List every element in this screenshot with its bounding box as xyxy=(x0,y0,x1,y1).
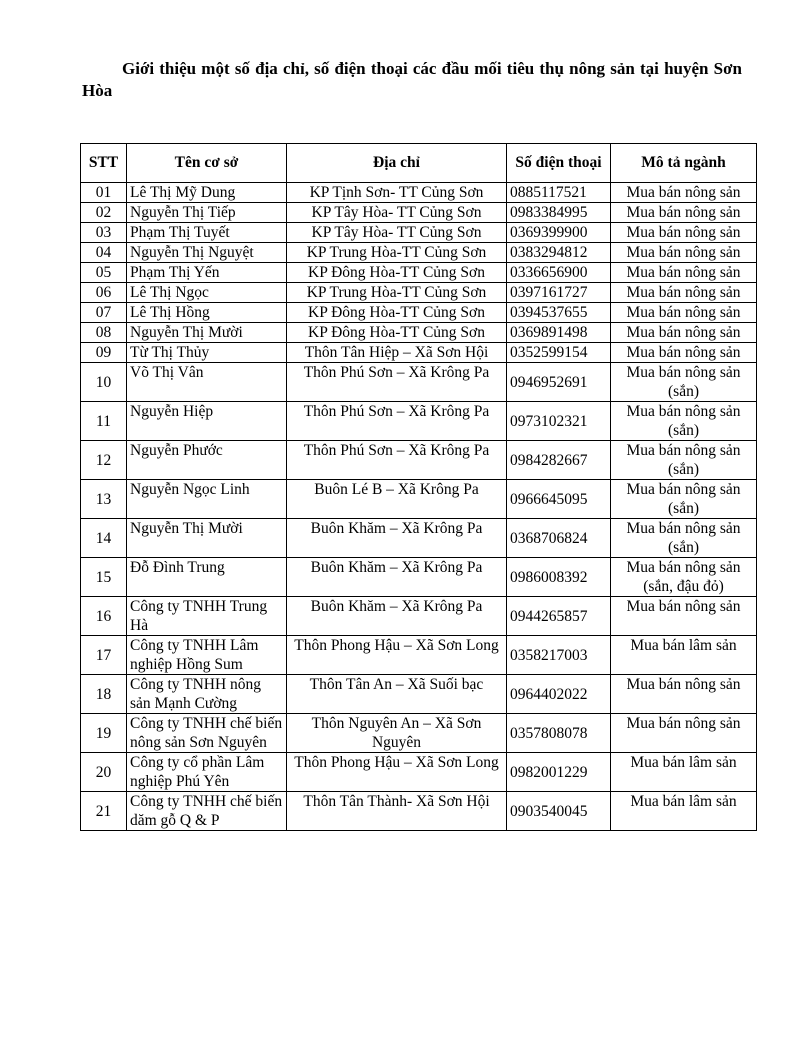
table-row xyxy=(81,263,757,283)
cell-address: Buôn Lé B – Xã Krông Pa xyxy=(287,480,507,519)
cell-name: Từ Thị Thủy xyxy=(127,343,287,363)
table-row xyxy=(81,480,757,519)
cell-phone: 0383294812 xyxy=(507,243,611,263)
table-row xyxy=(81,402,757,441)
cell-description: Mua bán nông sản xyxy=(611,675,757,714)
cell-address: KP Trung Hòa-TT Củng Sơn xyxy=(287,283,507,303)
cell-phone: 0357808078 xyxy=(507,714,611,753)
cell-description: Mua bán nông sản xyxy=(611,223,757,243)
header-address: Địa chỉ xyxy=(287,144,507,183)
table-row xyxy=(81,343,757,363)
cell-stt: 04 xyxy=(81,243,127,263)
cell-address: Thôn Nguyên An – Xã Sơn Nguyên xyxy=(287,714,507,753)
cell-description: Mua bán nông sản xyxy=(611,597,757,636)
cell-address: KP Đông Hòa-TT Củng Sơn xyxy=(287,303,507,323)
cell-phone: 0982001229 xyxy=(507,753,611,792)
cell-name: Công ty TNHH nông sản Mạnh Cường xyxy=(127,675,287,714)
document-title: Giới thiệu một số địa chỉ, số điện thoại các đầu mối tiêu thụ nông sản tại huyện Sơn Hòa xyxy=(82,59,742,100)
cell-stt: 20 xyxy=(81,753,127,792)
cell-address: KP Tịnh Sơn- TT Củng Sơn xyxy=(287,183,507,203)
cell-description: Mua bán nông sản xyxy=(611,323,757,343)
table-row xyxy=(81,792,757,831)
cell-description: Mua bán nông sản (sắn) xyxy=(611,519,757,558)
cell-address: Thôn Phú Sơn – Xã Krông Pa xyxy=(287,363,507,402)
cell-name: Nguyễn Thị Mười xyxy=(127,323,287,343)
cell-name: Nguyễn Thị Nguyệt xyxy=(127,243,287,263)
cell-description: Mua bán nông sản xyxy=(611,714,757,753)
cell-stt: 01 xyxy=(81,183,127,203)
cell-description: Mua bán lâm sản xyxy=(611,636,757,675)
cell-stt: 06 xyxy=(81,283,127,303)
cell-name: Nguyễn Phước xyxy=(127,441,287,480)
cell-stt: 05 xyxy=(81,263,127,283)
header-stt: STT xyxy=(81,144,127,183)
header-name: Tên cơ sở xyxy=(127,144,287,183)
cell-address: Thôn Phú Sơn – Xã Krông Pa xyxy=(287,402,507,441)
cell-address: KP Đông Hòa-TT Củng Sơn xyxy=(287,263,507,283)
cell-address: KP Tây Hòa- TT Củng Sơn xyxy=(287,203,507,223)
cell-address: Buôn Khăm – Xã Krông Pa xyxy=(287,558,507,597)
table-row xyxy=(81,519,757,558)
cell-description: Mua bán nông sản xyxy=(611,183,757,203)
table-row xyxy=(81,558,757,597)
cell-phone: 0394537655 xyxy=(507,303,611,323)
cell-phone: 0986008392 xyxy=(507,558,611,597)
cell-description: Mua bán nông sản xyxy=(611,263,757,283)
cell-stt: 12 xyxy=(81,441,127,480)
cell-address: Thôn Phong Hậu – Xã Sơn Long xyxy=(287,636,507,675)
table-row xyxy=(81,303,757,323)
table-row xyxy=(81,183,757,203)
cell-description: Mua bán lâm sản xyxy=(611,792,757,831)
cell-description: Mua bán nông sản (sắn) xyxy=(611,402,757,441)
cell-name: Nguyễn Hiệp xyxy=(127,402,287,441)
cell-description: Mua bán nông sản xyxy=(611,203,757,223)
cell-address: Thôn Phong Hậu – Xã Sơn Long xyxy=(287,753,507,792)
cell-phone: 0397161727 xyxy=(507,283,611,303)
table-row xyxy=(81,753,757,792)
cell-description: Mua bán nông sản xyxy=(611,303,757,323)
cell-stt: 07 xyxy=(81,303,127,323)
cell-address: Thôn Phú Sơn – Xã Krông Pa xyxy=(287,441,507,480)
cell-stt: 09 xyxy=(81,343,127,363)
cell-stt: 16 xyxy=(81,597,127,636)
header-phone: Số điện thoại xyxy=(507,144,611,183)
table-row xyxy=(81,714,757,753)
cell-phone: 0984282667 xyxy=(507,441,611,480)
cell-name: Lê Thị Ngọc xyxy=(127,283,287,303)
cell-description: Mua bán nông sản (sắn) xyxy=(611,363,757,402)
table-row xyxy=(81,675,757,714)
cell-phone: 0885117521 xyxy=(507,183,611,203)
cell-name: Nguyễn Ngọc Linh xyxy=(127,480,287,519)
table-row xyxy=(81,243,757,263)
cell-phone: 0369399900 xyxy=(507,223,611,243)
cell-address: KP Đông Hòa-TT Củng Sơn xyxy=(287,323,507,343)
table-row xyxy=(81,283,757,303)
table-row xyxy=(81,441,757,480)
cell-stt: 18 xyxy=(81,675,127,714)
cell-phone: 0966645095 xyxy=(507,480,611,519)
cell-name: Nguyễn Thị Mười xyxy=(127,519,287,558)
cell-description: Mua bán nông sản (sắn, đậu đỏ) xyxy=(611,558,757,597)
cell-name: Lê Thị Mỹ Dung xyxy=(127,183,287,203)
cell-description: Mua bán nông sản xyxy=(611,283,757,303)
cell-phone: 0944265857 xyxy=(507,597,611,636)
cell-phone: 0336656900 xyxy=(507,263,611,283)
cell-stt: 19 xyxy=(81,714,127,753)
table-row xyxy=(81,223,757,243)
table-row xyxy=(81,323,757,343)
cell-address: KP Trung Hòa-TT Củng Sơn xyxy=(287,243,507,263)
cell-stt: 15 xyxy=(81,558,127,597)
cell-name: Công ty TNHH chế biến dăm gỗ Q & P xyxy=(127,792,287,831)
cell-stt: 08 xyxy=(81,323,127,343)
cell-name: Công ty TNHH Trung Hà xyxy=(127,597,287,636)
cell-stt: 02 xyxy=(81,203,127,223)
cell-stt: 10 xyxy=(81,363,127,402)
cell-phone: 0368706824 xyxy=(507,519,611,558)
cell-phone: 0973102321 xyxy=(507,402,611,441)
cell-address: Buôn Khăm – Xã Krông Pa xyxy=(287,519,507,558)
cell-name: Đỗ Đình Trung xyxy=(127,558,287,597)
cell-stt: 11 xyxy=(81,402,127,441)
table-row xyxy=(81,363,757,402)
table-header xyxy=(81,144,757,183)
cell-name: Công ty TNHH Lâm nghiệp Hồng Sum xyxy=(127,636,287,675)
header-description: Mô tả ngành xyxy=(611,144,757,183)
cell-name: Lê Thị Hồng xyxy=(127,303,287,323)
table-row xyxy=(81,597,757,636)
cell-description: Mua bán nông sản (sắn) xyxy=(611,480,757,519)
cell-name: Công ty cổ phần Lâm nghiệp Phú Yên xyxy=(127,753,287,792)
cell-description: Mua bán lâm sản xyxy=(611,753,757,792)
cell-address: KP Tây Hòa- TT Củng Sơn xyxy=(287,223,507,243)
cell-stt: 03 xyxy=(81,223,127,243)
table-row xyxy=(81,636,757,675)
cell-address: Thôn Tân Thành- Xã Sơn Hội xyxy=(287,792,507,831)
cell-name: Phạm Thị Tuyết xyxy=(127,223,287,243)
cell-phone: 0946952691 xyxy=(507,363,611,402)
cell-phone: 0369891498 xyxy=(507,323,611,343)
table-row xyxy=(81,203,757,223)
distributor-table xyxy=(80,143,757,831)
header-row xyxy=(81,144,757,183)
cell-address: Thôn Tân An – Xã Suối bạc xyxy=(287,675,507,714)
cell-phone: 0983384995 xyxy=(507,203,611,223)
cell-phone: 0352599154 xyxy=(507,343,611,363)
cell-address: Buôn Khăm – Xã Krông Pa xyxy=(287,597,507,636)
cell-address: Thôn Tân Hiệp – Xã Sơn Hội xyxy=(287,343,507,363)
cell-phone: 0964402022 xyxy=(507,675,611,714)
cell-description: Mua bán nông sản xyxy=(611,343,757,363)
cell-stt: 13 xyxy=(81,480,127,519)
cell-name: Công ty TNHH chế biến nông sản Sơn Nguyên xyxy=(127,714,287,753)
cell-name: Phạm Thị Yến xyxy=(127,263,287,283)
cell-stt: 17 xyxy=(81,636,127,675)
table-body xyxy=(81,183,757,831)
cell-name: Nguyễn Thị Tiếp xyxy=(127,203,287,223)
cell-stt: 14 xyxy=(81,519,127,558)
cell-phone: 0358217003 xyxy=(507,636,611,675)
cell-description: Mua bán nông sản xyxy=(611,243,757,263)
cell-name: Võ Thị Vân xyxy=(127,363,287,402)
cell-description: Mua bán nông sản (sắn) xyxy=(611,441,757,480)
cell-stt: 21 xyxy=(81,792,127,831)
cell-phone: 0903540045 xyxy=(507,792,611,831)
